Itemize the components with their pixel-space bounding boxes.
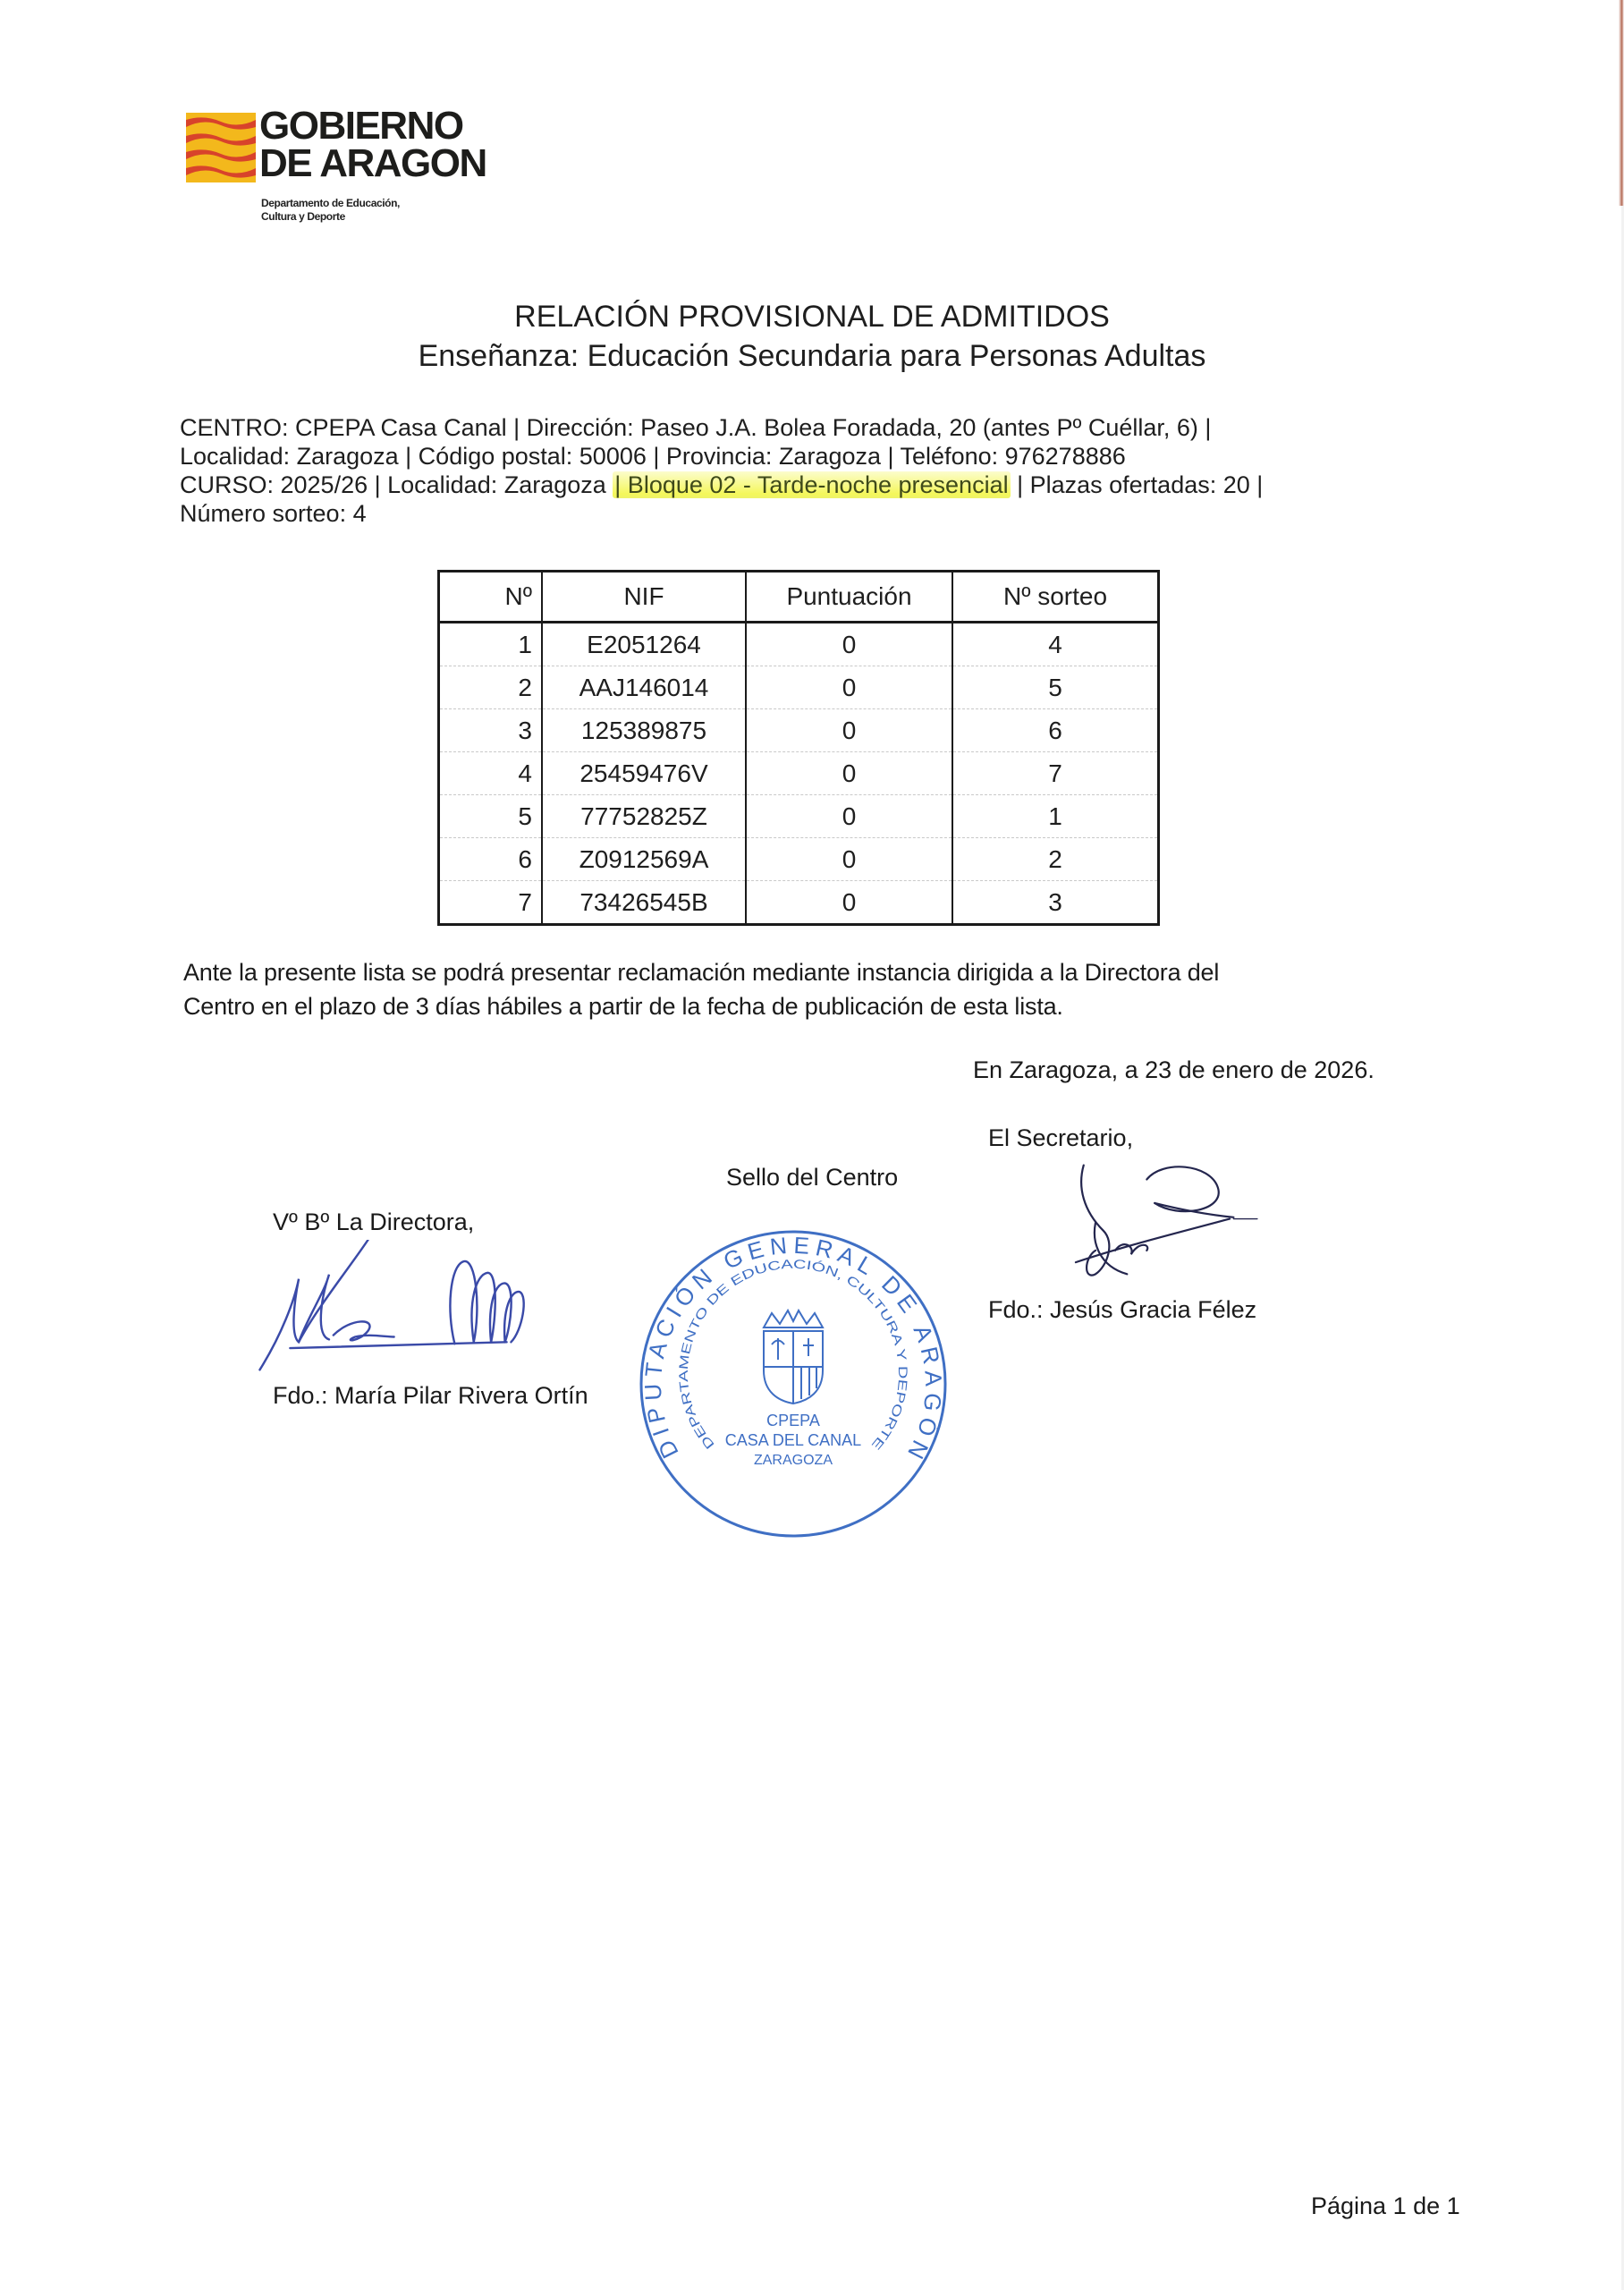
table-row (439, 666, 1159, 709)
cell-num: 4 (439, 752, 543, 795)
header-sorteo: Nº sorteo (952, 572, 1159, 623)
table-header-row (439, 572, 1159, 623)
header-num: Nº (439, 572, 543, 623)
directora-name: Fdo.: María Pilar Rivera Ortín (273, 1382, 588, 1409)
table-row (439, 623, 1159, 666)
logo-sub-line1: Departamento de Educación, (261, 197, 400, 209)
table-row (439, 709, 1159, 752)
logo-sub-line2: Cultura y Deporte (261, 210, 345, 223)
cell-puntuacion: 0 (746, 752, 952, 795)
table-row (439, 752, 1159, 795)
centro-info (180, 413, 1263, 528)
reclamacion-notice (183, 955, 1453, 1023)
logo-department (261, 197, 400, 224)
table-row (439, 838, 1159, 881)
info-line-curso (180, 471, 1263, 499)
stamp-outer-text: DIPUTACIÓN GENERAL DE ARAGÓN (639, 1231, 948, 1463)
cell-puntuacion: 0 (746, 881, 952, 925)
notice-line2: Centro en el plazo de 3 días hábiles a partir de la fecha de publicación de esta lista. (183, 993, 1063, 1020)
stamp-inner-text: DEPARTAMENTO DE EDUCACIÓN, CULTURA Y DEPORTE (675, 1256, 911, 1453)
cell-num: 6 (439, 838, 543, 881)
gobierno-aragon-logo (186, 104, 526, 236)
table-row (439, 881, 1159, 925)
cell-sorteo: 5 (952, 666, 1159, 709)
cell-num: 3 (439, 709, 543, 752)
plazas-text: | Plazas ofertadas: 20 | (1010, 471, 1264, 498)
directora-signature (241, 1240, 581, 1378)
logo-line2: DE ARAGON (259, 141, 486, 185)
cell-nif: 73426545B (542, 881, 746, 925)
cell-puntuacion: 0 (746, 838, 952, 881)
cell-sorteo: 2 (952, 838, 1159, 881)
scan-edge (1619, 0, 1624, 206)
cell-puntuacion: 0 (746, 709, 952, 752)
cell-nif: 125389875 (542, 709, 746, 752)
cell-nif: E2051264 (542, 623, 746, 666)
sello-label: Sello del Centro (726, 1164, 899, 1191)
table-body (439, 623, 1159, 925)
center-stamp (637, 1227, 950, 1540)
directora-label: Vº Bº La Directora, (273, 1209, 475, 1235)
table-row (439, 795, 1159, 838)
cell-num: 7 (439, 881, 543, 925)
highlighted-bloque: | Bloque 02 - Tarde-noche presencial (614, 471, 1009, 498)
stamp-center-line3: ZARAGOZA (753, 1453, 833, 1468)
document-subtitle: Enseñanza: Educación Secundaria para Personas Adultas (418, 339, 1206, 373)
logo-line1: GOBIERNO (259, 104, 463, 148)
cell-sorteo: 7 (952, 752, 1159, 795)
cell-sorteo: 6 (952, 709, 1159, 752)
header-puntuacion: Puntuación (746, 572, 952, 623)
cell-nif: 25459476V (542, 752, 746, 795)
info-line-sorteo: Número sorteo: 4 (180, 500, 367, 527)
header-nif: NIF (542, 572, 746, 623)
page-number: Página 1 de 1 (1311, 2192, 1460, 2219)
cell-sorteo: 3 (952, 881, 1159, 925)
cell-puntuacion: 0 (746, 623, 952, 666)
cell-nif: Z0912569A (542, 838, 746, 881)
notice-line1: Ante la presente lista se podrá presentar reclamación mediante instancia dirigida a la Directora del (183, 959, 1220, 986)
cell-puntuacion: 0 (746, 666, 952, 709)
cell-num: 5 (439, 795, 543, 838)
secretario-label: El Secretario, (988, 1124, 1134, 1151)
cell-num: 2 (439, 666, 543, 709)
coat-of-arms-icon (764, 1310, 823, 1404)
cell-sorteo: 4 (952, 623, 1159, 666)
curso-text: CURSO: 2025/26 | Localidad: Zaragoza (180, 471, 613, 498)
stamp-center-line1: CPEPA (766, 1412, 820, 1429)
date-line: En Zaragoza, a 23 de enero de 2026. (973, 1056, 1374, 1083)
info-line-localidad: Localidad: Zaragoza | Código postal: 50006 | Provincia: Zaragoza | Teléfono: 976278886 (180, 443, 1126, 470)
logo-wordmark (259, 104, 486, 185)
cell-num: 1 (439, 623, 543, 666)
aragon-flag-icon (186, 113, 256, 182)
stamp-center-line2: CASA DEL CANAL (724, 1431, 862, 1449)
cell-sorteo: 1 (952, 795, 1159, 838)
cell-nif: AAJ146014 (542, 666, 746, 709)
info-line-centro: CENTRO: CPEPA Casa Canal | Dirección: Paseo J.A. Bolea Foradada, 20 (antes Pº Cuéllar, 6) | (180, 414, 1212, 441)
cell-puntuacion: 0 (746, 795, 952, 838)
secretario-name: Fdo.: Jesús Gracia Félez (988, 1296, 1257, 1323)
secretario-signature (1046, 1156, 1279, 1290)
admitidos-table (437, 570, 1160, 926)
cell-nif: 77752825Z (542, 795, 746, 838)
document-title: RELACIÓN PROVISIONAL DE ADMITIDOS (514, 300, 1110, 334)
